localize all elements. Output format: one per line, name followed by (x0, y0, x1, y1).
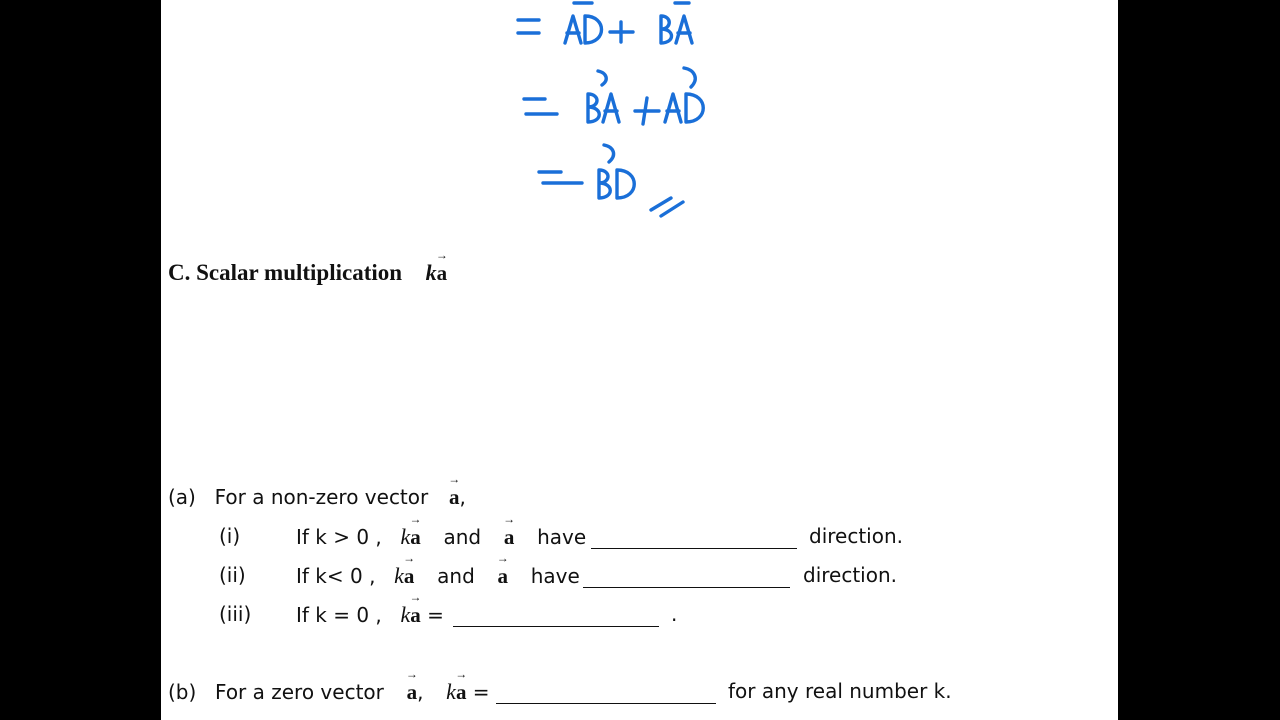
document-page (161, 0, 1118, 720)
item-ii-condition: If k< 0 , (296, 564, 376, 588)
item-i-direction: direction. (809, 524, 904, 548)
part-b-answer-blank[interactable] (496, 685, 716, 704)
item-ii-vector-ka: → a (404, 564, 415, 589)
item-i-and: and (443, 525, 482, 549)
part-a-intro (168, 485, 466, 510)
item-iii-equals: = (427, 603, 444, 627)
comma: , (459, 485, 466, 509)
item-iii-number: (iii) (219, 602, 252, 626)
part-a-text: For a non-zero vector (214, 485, 429, 509)
item-i-vector-ka: → a (410, 525, 421, 550)
handwritten-working (161, 0, 1118, 230)
part-b-equals: = (472, 680, 490, 704)
item-i-row (296, 524, 586, 550)
item-iii-row (296, 602, 444, 628)
item-i-k: k (400, 524, 411, 549)
item-ii-direction: direction. (803, 563, 898, 587)
item-iii-condition: If k = 0 , (296, 603, 382, 627)
item-iii-k: k (400, 602, 411, 627)
part-a-label: (a) (168, 485, 196, 509)
vector-a-heading: → a (437, 261, 448, 286)
part-b-vector-a: → a (407, 680, 418, 705)
section-heading (168, 260, 447, 286)
handwriting-line3-ink (539, 145, 683, 216)
item-iii-answer-blank[interactable] (453, 608, 659, 627)
item-ii-k: k (394, 563, 404, 588)
handwriting-line2-ink (524, 68, 703, 124)
part-b-text: For a zero vector (215, 680, 384, 704)
part-b-comma: , (417, 680, 424, 704)
item-ii-vector-a: → a (498, 564, 509, 589)
section-title: C. Scalar multiplication (168, 260, 403, 285)
part-b-row (168, 679, 490, 705)
item-ii-answer-blank[interactable] (583, 569, 790, 588)
item-ii-number: (ii) (219, 563, 246, 587)
item-ii-row (296, 563, 580, 589)
part-b-ending: for any real number k. (728, 679, 952, 703)
item-i-have: have (537, 525, 587, 549)
vector-a: → a (449, 485, 460, 510)
part-b-k: k (446, 679, 456, 704)
item-ii-have: have (530, 564, 580, 588)
scalar-k: k (425, 260, 437, 285)
part-b-vector-ka: → a (456, 680, 467, 705)
item-iii-vector-ka: → a (410, 603, 421, 628)
item-i-condition: If k > 0 , (296, 525, 382, 549)
item-i-answer-blank[interactable] (591, 530, 797, 549)
item-ii-and: and (437, 564, 475, 588)
handwriting-line1-ink (518, 3, 692, 43)
item-iii-period: . (671, 602, 678, 626)
item-i-number: (i) (219, 524, 241, 548)
part-b-label: (b) (168, 680, 197, 704)
item-i-vector-a: → a (504, 525, 515, 550)
